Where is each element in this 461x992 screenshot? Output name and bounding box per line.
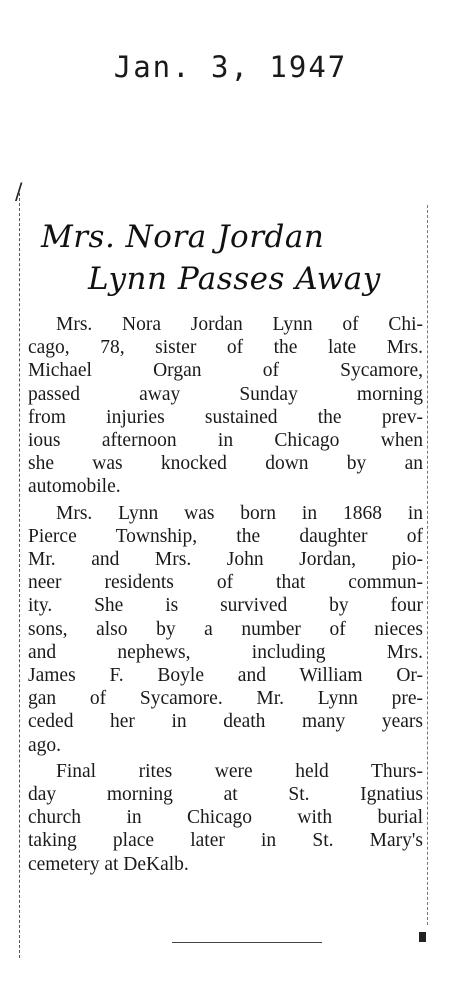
text-line: Mr. and Mrs. John Jordan, pio- xyxy=(28,549,423,571)
text-line: day morning at St. Ignatius xyxy=(28,784,423,806)
text-line: passed away Sunday morning xyxy=(28,383,423,405)
text-line: ceded her in death many years xyxy=(28,711,423,733)
corner-tick-mark: / xyxy=(15,180,23,205)
text-line: from injuries sustained the prev- xyxy=(28,406,423,428)
text-line: gan of Sycamore. Mr. Lynn pre- xyxy=(28,688,423,710)
text-line: Michael Organ of Sycamore, xyxy=(28,360,423,382)
text-line: Mrs. Nora Jordan Lynn of Chi- xyxy=(56,314,423,335)
column-rule-left xyxy=(19,188,20,958)
text-line: automobile. xyxy=(28,476,121,498)
end-rule xyxy=(172,942,322,943)
clipping-date: Jan. 3, 1947 xyxy=(113,50,348,84)
newspaper-clipping xyxy=(15,180,433,960)
text-line: taking place later in St. Mary's xyxy=(28,830,423,852)
paragraph-2 xyxy=(28,502,423,757)
text-line: ago. xyxy=(28,734,62,756)
headline-line-1: Mrs. Nora Jordan xyxy=(41,219,325,255)
headline-line-2: Lynn Passes Away xyxy=(88,261,381,297)
text-line: cemetery at DeKalb. xyxy=(28,853,189,875)
text-line: neer residents of that commun- xyxy=(28,572,423,594)
column-rule-right xyxy=(427,205,428,925)
text-line: Pierce Township, the daughter of xyxy=(28,525,423,547)
text-line: and nephews, including Mrs. xyxy=(28,641,423,663)
article-body xyxy=(28,313,423,879)
headline xyxy=(27,216,427,300)
text-line: sons, also by a number of nieces xyxy=(28,618,423,640)
text-line: church in Chicago with burial xyxy=(28,807,423,829)
corner-ink-mark xyxy=(419,932,426,942)
text-line: she was knocked down by an xyxy=(28,453,423,475)
text-line: Mrs. Lynn was born in 1868 in xyxy=(56,502,423,524)
text-line: James F. Boyle and William Or- xyxy=(28,665,423,687)
paragraph-1 xyxy=(28,313,423,499)
text-line: ity. She is survived by four xyxy=(28,595,423,617)
text-line: Final rites were held Thurs- xyxy=(56,760,423,782)
text-line: ious afternoon in Chicago when xyxy=(28,430,423,452)
text-line: cago, 78, sister of the late Mrs. xyxy=(28,337,423,359)
paragraph-3 xyxy=(28,760,423,876)
